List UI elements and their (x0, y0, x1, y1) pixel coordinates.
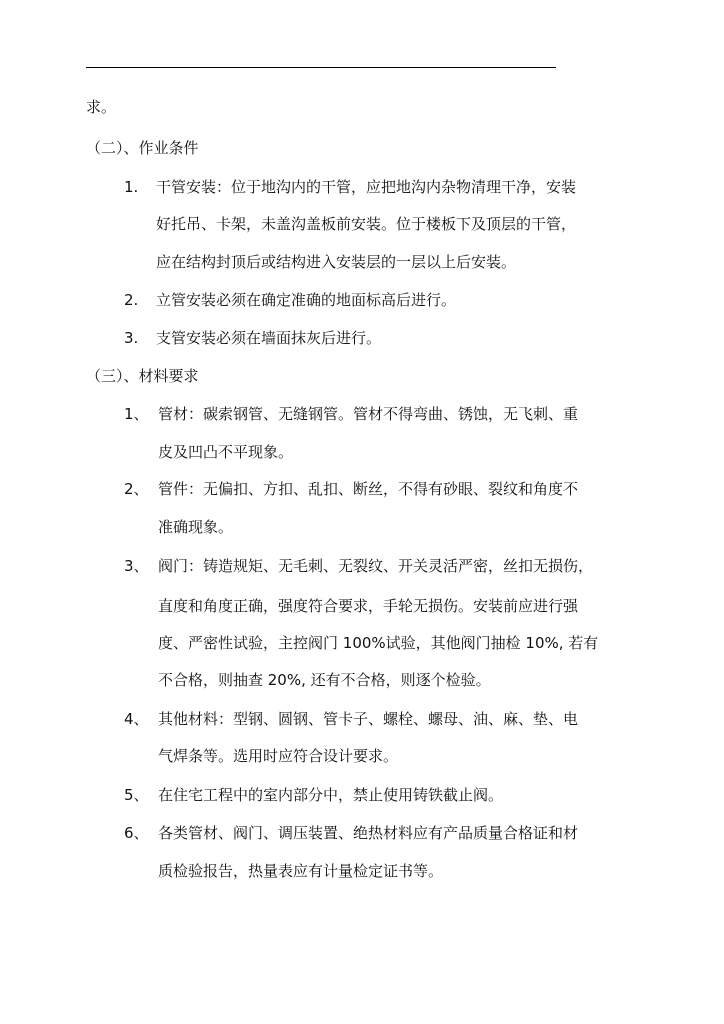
list-number: 3. (124, 329, 139, 347)
list-item-text: 其他材料：型钢、圆钢、管卡子、螺栓、螺母、油、麻、垫、电 (158, 710, 579, 728)
list-item-text: 准确现象。 (158, 518, 234, 536)
list-number: 5、 (124, 786, 149, 804)
section-heading-conditions: （二）、作业条件 (86, 139, 199, 157)
list-item-text: 立管安装必须在确定准确的地面标高后进行。 (156, 291, 457, 309)
list-item-text: 皮及凹凸不平现象。 (158, 443, 294, 461)
list-item-text: 不合格，则抽查 20%, 还有不合格，则逐个检验。 (158, 671, 491, 689)
list-number: 2、 (124, 480, 149, 498)
list-item-text: 好托吊、卡架，未盖沟盖板前安装。位于楼板下及顶层的干管， (156, 215, 577, 233)
list-item-text: 各类管材、阀门、调压装置、绝热材料应有产品质量合格证和材 (158, 824, 579, 842)
list-number: 2. (124, 291, 139, 309)
list-item-text: 直度和角度正确，强度符合要求，手轮无损伤。安装前应进行强 (158, 597, 579, 615)
list-item-text: 应在结构封顶后或结构进入安装层的一层以上后安装。 (156, 253, 517, 271)
list-item-text: 干管安装：位于地沟内的干管，应把地沟内杂物清理干净，安装 (156, 178, 577, 196)
list-number: 3、 (124, 557, 149, 575)
list-item-text: 质检验报告，热量表应有计量检定证书等。 (158, 862, 444, 880)
list-item-text: 支管安装必须在墙面抹灰后进行。 (156, 329, 382, 347)
list-number: 1. (124, 178, 139, 196)
list-item-text: 管件：无偏扣、方扣、乱扣、断丝，不得有砂眼、裂纹和角度不 (158, 480, 579, 498)
list-item-text: 气焊条等。选用时应符合设计要求。 (158, 747, 399, 765)
list-item-text: 在住宅工程中的室内部分中，禁止使用铸铁截止阀。 (158, 786, 504, 804)
list-item-text: 管材：碳索钢管、无缝钢管。管材不得弯曲、锈蚀，无飞刺、重 (158, 405, 579, 423)
list-number: 6、 (124, 824, 149, 842)
list-number: 4、 (124, 710, 149, 728)
list-item-text: 度、严密性试验，主控阀门 100%试验，其他阀门抽检 10%, 若有 (158, 634, 599, 652)
list-number: 1、 (124, 405, 149, 423)
header-rule (86, 67, 556, 68)
section-heading-materials: （三）、材料要求 (86, 367, 199, 385)
list-item-text: 阀门：铸造规矩、无毛刺、无裂纹、开关灵活严密，丝扣无损伤， (158, 557, 594, 575)
continuation-text: 求。 (86, 98, 117, 116)
